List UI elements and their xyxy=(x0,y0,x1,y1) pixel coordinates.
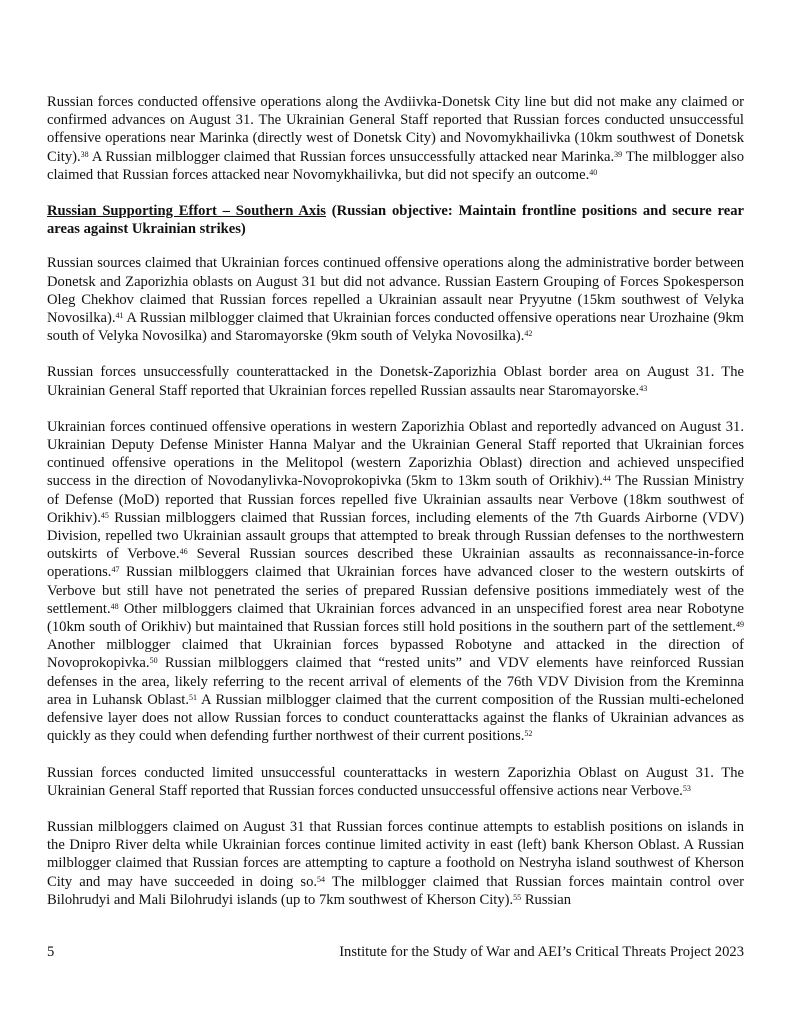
footnote-ref[interactable]: 53 xyxy=(682,783,691,793)
paragraph-text: Russian milbloggers claimed that Ukrainian forces have advanced closer to the western outskirts of Verbove but still have not penetrated the series of prepared Russian defensive positions immediately west of the settlement. xyxy=(47,564,744,617)
paragraph-text: Russian milbloggers claimed that Russian forces, including elements of the 7th Guards Airborne (VDV) Division, repelled two Ukrainian assault groups that attempted to break through Russian defenses to the northwestern outskirts of Verbove. xyxy=(47,509,744,563)
section-heading xyxy=(47,202,744,238)
paragraph-text: Other milbloggers claimed that Ukrainian forces advanced in an unspecified forest area near Robotyne (10km south of Orikhiv) but maintained that Russian forces still hold positions in the southern part of the settlement. xyxy=(47,600,744,636)
footnote-ref[interactable]: 50 xyxy=(149,656,158,666)
paragraph-text: The milblogger also claimed that Russian forces attacked near Novomykhailivka, but did not specify an outcome. xyxy=(47,148,745,183)
paragraph-text: Russian milbloggers claimed on August 31 that Russian forces continue attempts to establish positions on islands in the Dnipro River delta while Ukrainian forces continue limited activity in east (left) bank Kherson Oblast. A Russian milblogger claimed that Russian forces are attempting to capture a foothold on Nestryha island southwest of Kherson City and may have succeeded in doing so. xyxy=(47,818,744,890)
footnote-ref[interactable]: 42 xyxy=(524,329,533,339)
document-page xyxy=(47,93,744,927)
paragraph-text: Another milblogger claimed that Ukrainian forces bypassed Robotyne and attacked in the direction of Novoprokopivka. xyxy=(47,637,744,672)
paragraph-text: Russian forces unsuccessfully counterattacked in the Donetsk-Zaporizhia Oblast border area on August 31. The Ukrainian General Staff reported that Ukrainian forces repelled Russian assaults near Staromayorske. xyxy=(47,364,744,399)
paragraph-text: The Russian Ministry of Defense (MoD) reported that Russian forces repelled five Ukrainian assaults near Verbove (18km southwest of Orikhiv). xyxy=(47,473,744,526)
footnote-ref[interactable]: 45 xyxy=(100,510,109,520)
body-paragraph xyxy=(47,818,744,909)
paragraph-text: Russian forces conducted offensive operations along the Avdiivka-Donetsk City line but did not make any claimed or confirmed advances on August 31. The Ukrainian General Staff reported that Russian forces conducted unsuccessful offensive operations near Marinka (directly west of Donetsk City) and Novomykhailivka (10km southwest of Donetsk City). xyxy=(47,94,744,165)
section-body xyxy=(47,254,744,909)
page-footer xyxy=(47,944,744,961)
paragraph-text: Russian sources claimed that Ukrainian forces continued offensive operations along the administrative border between Donetsk and Zaporizhia oblasts on August 31 but did not advance. Russian Eastern Grouping of Forces Spokesperson Oleg Chekhov claimed that Russian forces repelled a Ukrainian assault near Pryyutne (15km southwest of Velyka Novosilka). xyxy=(47,255,744,327)
section-heading-title: Russian Supporting Effort – Southern Axis xyxy=(47,203,326,220)
paragraph-text: Ukrainian forces continued offensive operations in western Zaporizhia Oblast and reportedly advanced on August 31. Ukrainian Deputy Defense Minister Hanna Malyar and the Ukrainian General Staff reported that Ukrainian forces continued offensive operations in the Melitopol (western Zaporizhia Oblast) direction and achieved unspecified success in the direction of Novodanylivka-Novoprokopivka (5km to 13km south of Orikhiv). xyxy=(47,418,744,490)
section-heading-objective: (Russian objective: Maintain frontline positions and secure rear areas against Ukrainian strikes) xyxy=(47,203,744,238)
footnote-ref[interactable]: 52 xyxy=(524,729,533,739)
footnote-ref[interactable]: 49 xyxy=(736,620,744,630)
footnote-ref[interactable]: 43 xyxy=(639,383,648,393)
paragraph-text: The milblogger claimed that Russian forces maintain control over Bilohrudyi and Mali Bilohrudyi islands (up to 7km southwest of Kherson City). xyxy=(47,873,745,908)
footnote-ref[interactable]: 40 xyxy=(589,167,598,177)
paragraph-text: Russian xyxy=(521,891,572,908)
body-paragraph xyxy=(47,764,744,800)
footnote-ref[interactable]: 46 xyxy=(179,547,188,557)
footnote-ref[interactable]: 48 xyxy=(110,601,119,611)
footnote-ref[interactable]: 55 xyxy=(513,892,522,902)
body-paragraph xyxy=(47,254,744,345)
footnote-ref[interactable]: 39 xyxy=(614,149,623,159)
paragraph-text: Several Russian sources described these Ukrainian assaults as reconnaissance-in-force operations. xyxy=(47,546,744,581)
footnote-ref[interactable]: 38 xyxy=(80,149,89,159)
paragraph-text: A Russian milblogger claimed that Ukrainian forces conducted offensive operations near Urozhaine (9km south of Velyka Novosilka) and Staromayorske (9km south of Velyka Novosilka). xyxy=(47,310,744,345)
footnote-ref[interactable]: 54 xyxy=(317,874,326,884)
paragraph-text: A Russian milblogger claimed that Russian forces unsuccessfully attacked near Marinka. xyxy=(88,148,615,165)
footnote-ref[interactable]: 41 xyxy=(115,311,124,321)
page-number: 5 xyxy=(47,944,55,960)
body-paragraph xyxy=(47,363,744,399)
body-paragraph xyxy=(47,418,744,746)
paragraph-text: Russian milbloggers claimed that “rested units” and VDV elements have reinforced Russian defenses in the area, likely referring to the recent arrival of elements of the 76th VDV Division from the Kreminna area in Luhansk Oblast. xyxy=(47,655,744,708)
footnote-ref[interactable]: 51 xyxy=(189,692,197,702)
paragraph-text: Russian forces conducted limited unsuccessful counterattacks in western Zaporizhia Oblast on August 31. The Ukrainian General Staff reported that Russian forces conducted unsuccessful offensive actions near Verbove. xyxy=(47,764,744,799)
paragraph-text: A Russian milblogger claimed that the current composition of the Russian multi-echeloned defensive layer does not allow Russian forces to conduct counterattacks against the flanks of Ukrainian advances as quickly as they could when defending further northwest of their current positions. xyxy=(47,691,744,745)
footnote-ref[interactable]: 47 xyxy=(111,565,120,575)
paragraph-avdiivka xyxy=(47,93,744,184)
footnote-ref[interactable]: 44 xyxy=(602,474,611,484)
footer-credit: Institute for the Study of War and AEI’s Critical Threats Project 2023 xyxy=(339,944,744,960)
